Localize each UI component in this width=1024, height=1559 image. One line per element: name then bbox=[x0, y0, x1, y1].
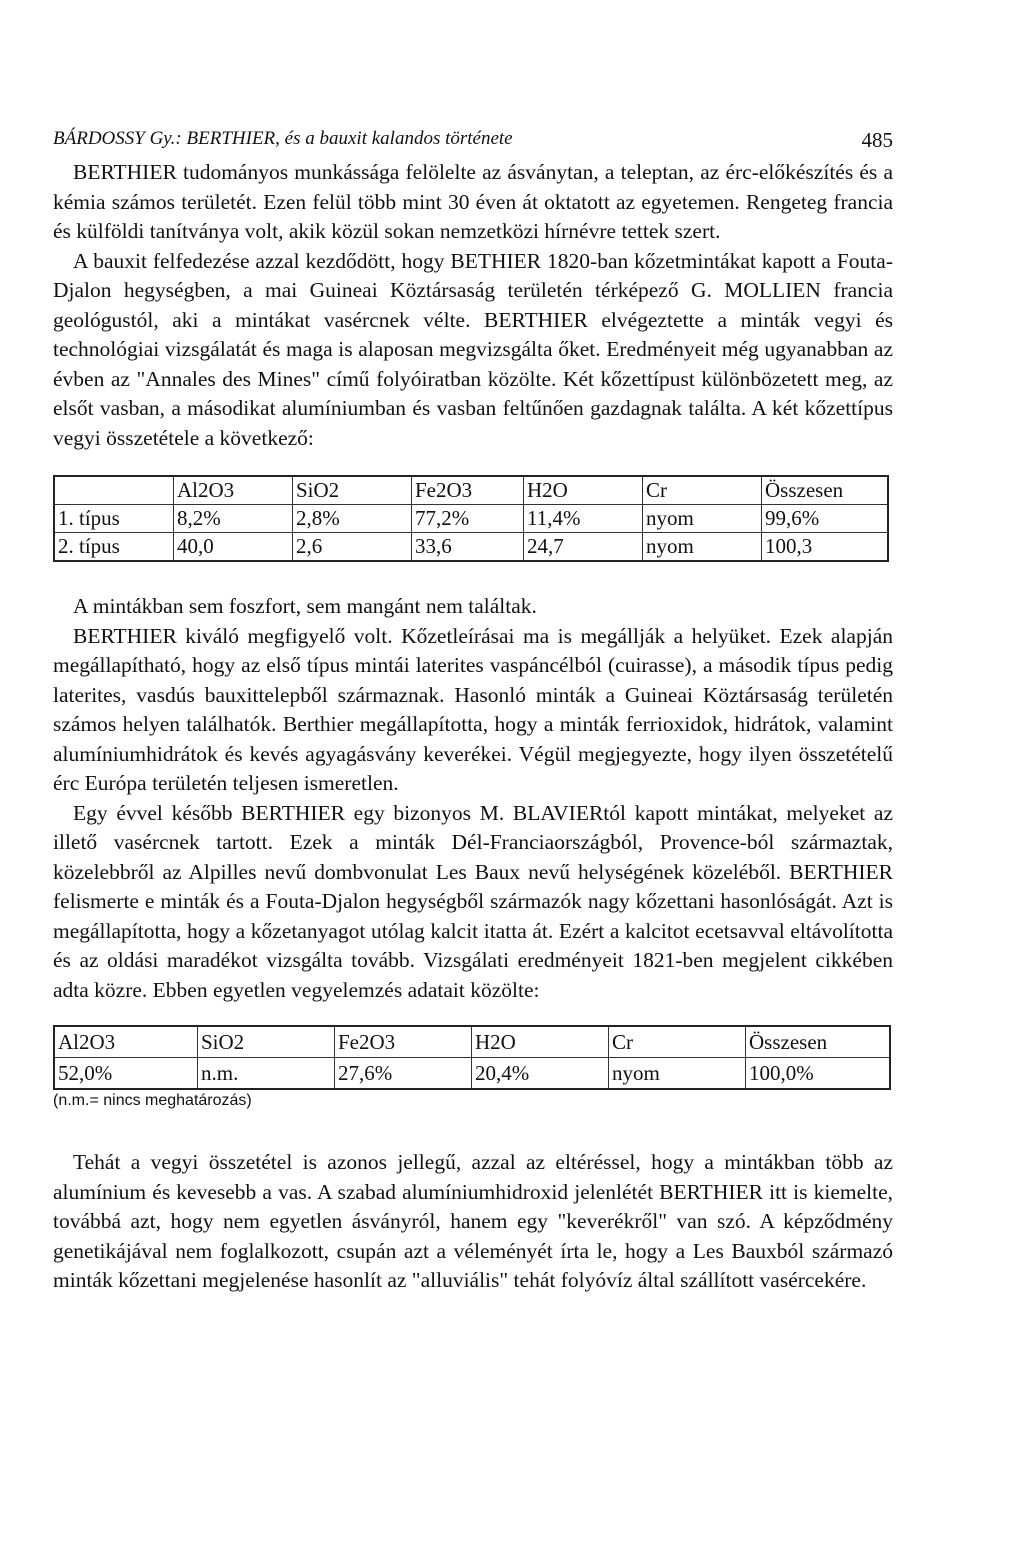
table-header-cell: SiO2 bbox=[293, 476, 412, 505]
table-header-cell: Cr bbox=[609, 1026, 746, 1058]
table-header-cell: Al2O3 bbox=[174, 476, 293, 505]
table-header-cell: Cr bbox=[643, 476, 762, 505]
table-cell: 99,6% bbox=[762, 505, 889, 533]
composition-table-types bbox=[53, 475, 889, 562]
paragraph-berthier-observer: BERTHIER kiváló megfigyelő volt. Kőzetleírásai ma is megállják a helyüket. Ezek alapján megállapítható, hogy az első típus mintái laterites vaspáncélból (cuirasse), a második típus pedig laterites, vasdús bauxittelepből származnak. Hasonló minták a Guineai Köztársaság területén számos helyen találhatók. Berthier megállapította, hogy a minták ferrioxidok, hidrátok, valamint alumíniumhidrátok és kevés agyagásvány keverékei. Végül megjegyezte, hogy ilyen összetételű érc Európa területén teljesen ismeretlen. bbox=[53, 623, 893, 795]
running-header bbox=[53, 128, 893, 158]
table-cell: 52,0% bbox=[54, 1058, 198, 1090]
table-row bbox=[54, 505, 888, 533]
header-author-title bbox=[53, 128, 513, 150]
table-cell: 100,3 bbox=[762, 533, 889, 562]
table-cell: 11,4% bbox=[524, 505, 643, 533]
paragraph-berthier-work: BERTHIER tudományos munkássága felölelte az ásványtan, a teleptan, az érc-előkészítés és a kémia számos területét. Ezen felül több mint 30 éven át oktatott az egyetemen. Rengeteg francia és külföldi tanítványa volt, akik közül sokan nemzetközi hírnévre tettek szert. bbox=[53, 160, 893, 243]
table-header-cell: H2O bbox=[524, 476, 643, 505]
table-cell: 77,2% bbox=[412, 505, 524, 533]
paragraph-les-baux: Egy évvel később BERTHIER egy bizonyos M. BLAVIERtól kapott mintákat, melyeket az illető vasércnek tartott. Ezek a minták Dél-Franciaországból, Provence-ból származtak, közelebbről az Alpilles nevű dombvonulat Les Baux nevű helységének közeléből. BERTHIER felismerte e minták és a Fouta-Djalon hegységből származók nagy kőzettani hasonlóságát. Azt is megállapította, hogy a kőzetanyagot utólag kalcit itatta át. Ezért a kalcitot ecetsavval eltávolította és az oldási maradékot vizsgálta tovább. Vizsgálati eredményeit 1821-ben megjelent cikkében adta közre. Ebben egyetlen vegyelemzés adatait közölte: bbox=[53, 800, 893, 1002]
table-header-cell bbox=[54, 476, 174, 505]
paragraph-conclusion: Tehát a vegyi összetétel is azonos jellegű, azzal az eltéréssel, hogy a mintákban több az alumínium és kevesebb a vas. A szabad alumíniumhidroxid jelenlétét BERTHIER itt is kiemelte, továbbá azt, hogy nem egyetlen ásványról, hanem egy "keverékről" van szó. A képződmény genetikájával nem foglalkozott, csupán azt a véleményét írta le, hogy a Les Bauxból származó minták kőzettani megjelenése hasonlít az "alluviális" tehát folyóvíz által szállított vasércekére. bbox=[53, 1150, 893, 1292]
composition-table-les-baux bbox=[53, 1025, 891, 1090]
document-page bbox=[53, 128, 893, 1296]
table-cell: 33,6 bbox=[412, 533, 524, 562]
table-cell: 2. típus bbox=[54, 533, 174, 562]
table-cell: 8,2% bbox=[174, 505, 293, 533]
table-footnote: (n.m.= nincs meghatározás) bbox=[53, 1092, 252, 1109]
table-header-cell: Összesen bbox=[746, 1026, 891, 1058]
table-header-cell: Fe2O3 bbox=[335, 1026, 472, 1058]
table-cell: nyom bbox=[643, 533, 762, 562]
table-row bbox=[54, 1058, 890, 1090]
header-title: BERTHIER, és a bauxit kalandos története bbox=[186, 128, 513, 149]
table-cell: 100,0% bbox=[746, 1058, 891, 1090]
table-cell: 27,6% bbox=[335, 1058, 472, 1090]
table-cell: 2,6 bbox=[293, 533, 412, 562]
table-cell: nyom bbox=[609, 1058, 746, 1090]
table-cell: 24,7 bbox=[524, 533, 643, 562]
table-header-cell: Összesen bbox=[762, 476, 889, 505]
header-author: BÁRDOSSY Gy.: bbox=[53, 128, 182, 149]
table-header-cell: SiO2 bbox=[198, 1026, 335, 1058]
table-cell: 2,8% bbox=[293, 505, 412, 533]
table-header-row bbox=[54, 1026, 890, 1058]
table-cell: 20,4% bbox=[472, 1058, 609, 1090]
table-header-cell: H2O bbox=[472, 1026, 609, 1058]
table-header-row bbox=[54, 476, 888, 505]
table-cell: nyom bbox=[643, 505, 762, 533]
table-header-cell: Al2O3 bbox=[54, 1026, 198, 1058]
table-row bbox=[54, 533, 888, 562]
table-cell: 1. típus bbox=[54, 505, 174, 533]
paragraph-no-phosphorus: A mintákban sem foszfort, sem mangánt nem találtak. bbox=[73, 594, 537, 618]
table-header-cell: Fe2O3 bbox=[412, 476, 524, 505]
table-cell: 40,0 bbox=[174, 533, 293, 562]
page-number: 485 bbox=[861, 128, 893, 152]
table-cell: n.m. bbox=[198, 1058, 335, 1090]
paragraph-bauxite-discovery: A bauxit felfedezése azzal kezdődött, hogy BETHIER 1820-ban kőzetmintákat kapott a Fouta-Djalon hegységben, a mai Guineai Köztársaság területén térképező G. MOLLIEN francia geológustól, aki a mintákat vasércnek vélte. BERTHIER elvégeztette a minták vegyi és technológiai vizsgálatát és maga is alaposan megvizsgálta őket. Eredményeit még ugyanabban az évben az "Annales des Mines" című folyóiratban közölte. Két kőzettípust különbözetett meg, az elsőt vasban, a másodikat alumíniumban és vasban feltűnően gazdagnak találta. A két kőzettípus vegyi összetétele a következő: bbox=[53, 248, 893, 450]
